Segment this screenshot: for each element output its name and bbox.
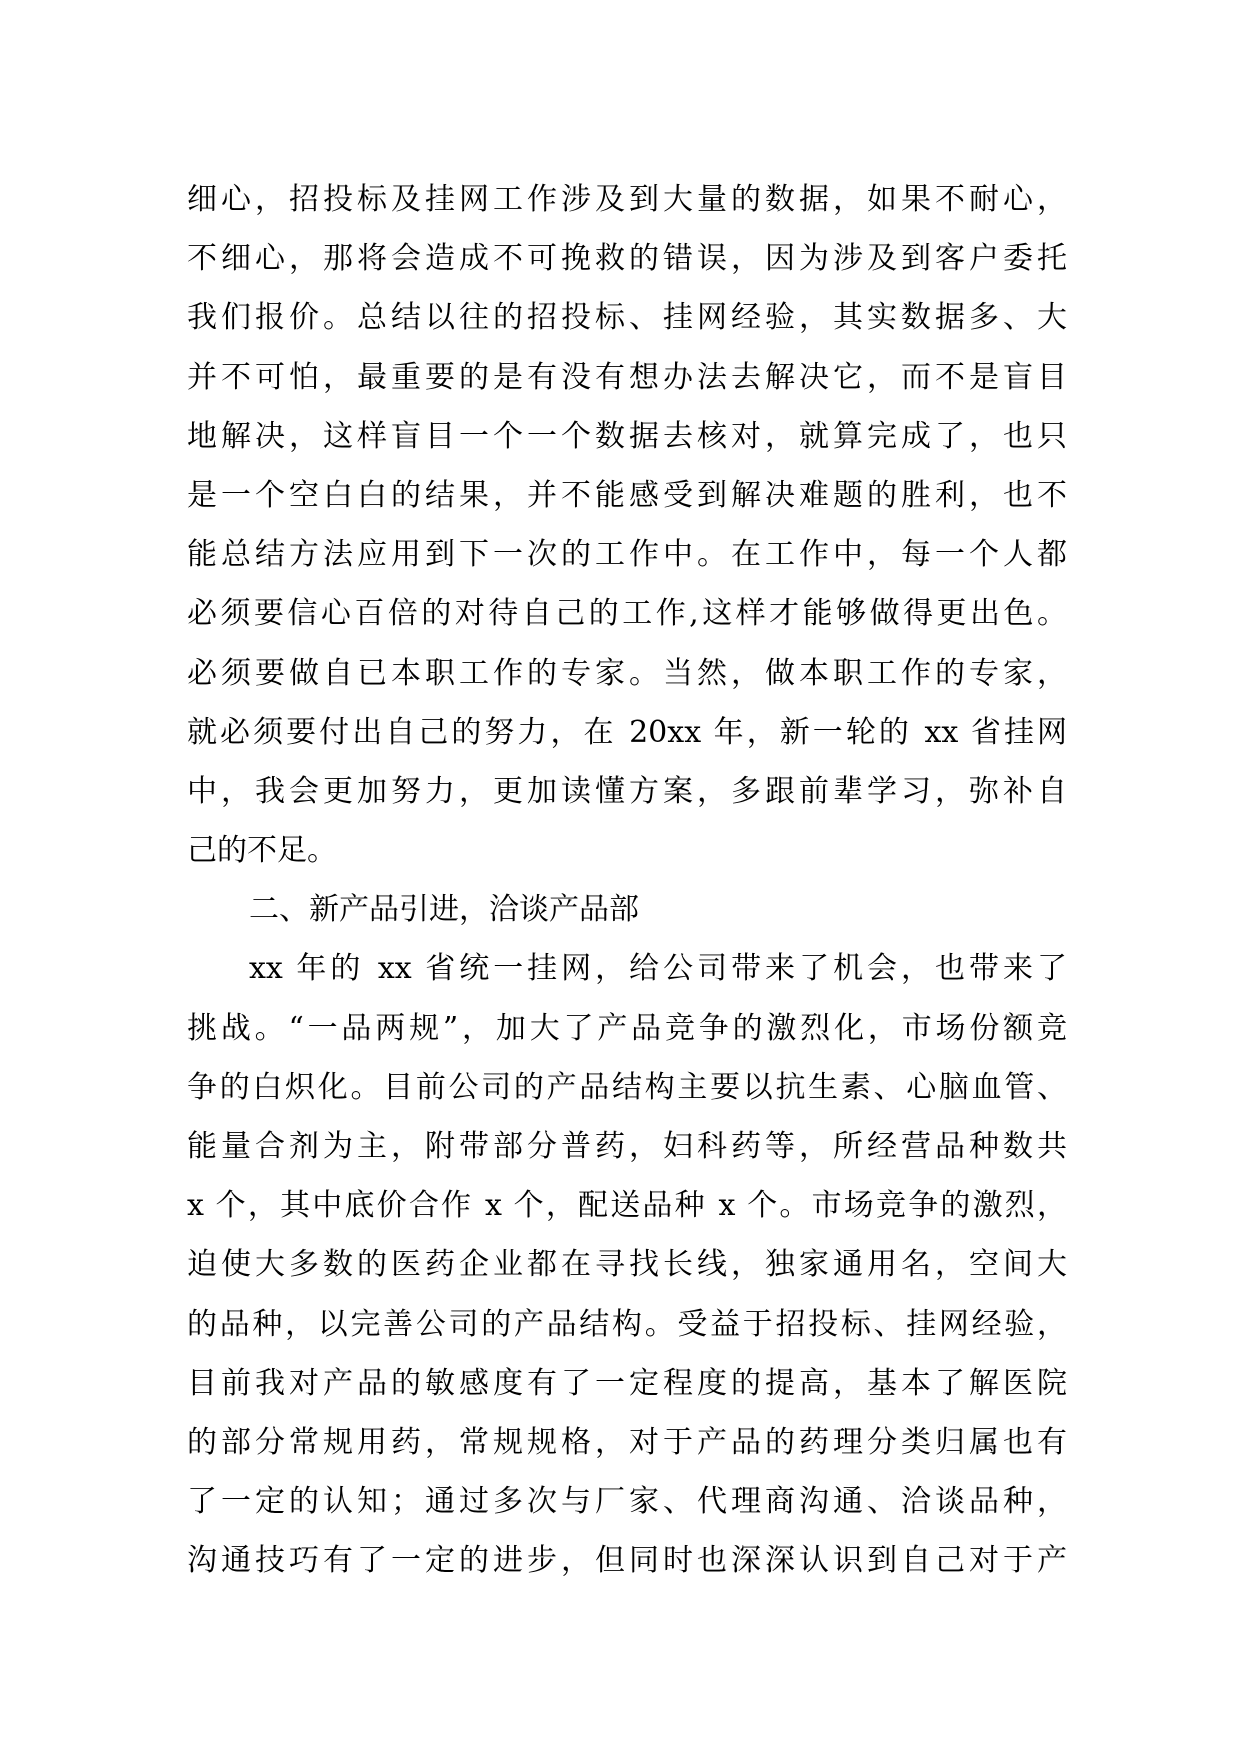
text-line: 的部分常规用药，常规规格，对于产品的药理分类归属也有: [187, 1424, 1067, 1460]
text-line: 能总结方法应用到下一次的工作中。在工作中，每一个人都: [187, 537, 1067, 573]
text-line: 必须要做自已本职工作的专家。当然，做本职工作的专家，: [187, 655, 1067, 691]
text-line: 的品种，以完善公司的产品结构。受益于招投标、挂网经验，: [187, 1306, 1067, 1342]
document-body: [187, 170, 1067, 1591]
text-line: 地解决，这样盲目一个一个数据去核对，就算完成了，也只: [187, 418, 1067, 454]
text-line: 了一定的认知；通过多次与厂家、代理商沟通、洽谈品种，: [187, 1484, 1067, 1520]
text-line: 能量合剂为主，附带部分普药，妇科药等，所经营品种数共: [187, 1129, 1067, 1164]
text-line: 沟通技巧有了一定的进步，但同时也深深认识到自己对于产: [187, 1543, 1067, 1579]
text-line: 争的白炽化。目前公司的产品结构主要以抗生素、心脑血管、: [187, 1069, 1067, 1105]
text-line: 细心，招投标及挂网工作涉及到大量的数据，如果不耐心，: [187, 182, 1067, 217]
section-heading: 二、新产品引进，洽谈产品部: [249, 892, 639, 928]
text-line: 是一个空白白的结果，并不能感受到解决难题的胜利，也不: [187, 477, 1067, 513]
text-line: 不细心，那将会造成不可挽救的错误，因为涉及到客户委托: [187, 241, 1067, 277]
paragraph-first-line: xx 年的 xx 省统一挂网，给公司带来了机会，也带来了: [249, 951, 1067, 987]
text-line: 并不可怕，最重要的是有没有想办法去解决它，而不是盲目: [187, 359, 1067, 395]
text-line: x 个，其中底价合作 x 个，配送品种 x 个。市场竞争的激烈，: [187, 1188, 1067, 1224]
text-line: 我们报价。总结以往的招投标、挂网经验，其实数据多、大: [187, 300, 1067, 336]
text-line: 目前我对产品的敏感度有了一定程度的提高，基本了解医院: [187, 1365, 1067, 1401]
text-line: 必须要信心百倍的对待自己的工作,这样才能够做得更出色。: [187, 596, 1067, 632]
text-line: 迫使大多数的医药企业都在寻找长线，独家通用名，空间大: [187, 1247, 1067, 1283]
paragraph-end-line: 己的不足。: [187, 833, 337, 869]
text-line: 中，我会更加努力，更加读懂方案，多跟前辈学习，弥补自: [187, 773, 1067, 809]
text-line: 就必须要付出自己的努力，在 20xx 年，新一轮的 xx 省挂网: [187, 714, 1067, 750]
text-line: 挑战。“一品两规”，加大了产品竞争的激烈化，市场份额竞: [187, 1010, 1067, 1046]
